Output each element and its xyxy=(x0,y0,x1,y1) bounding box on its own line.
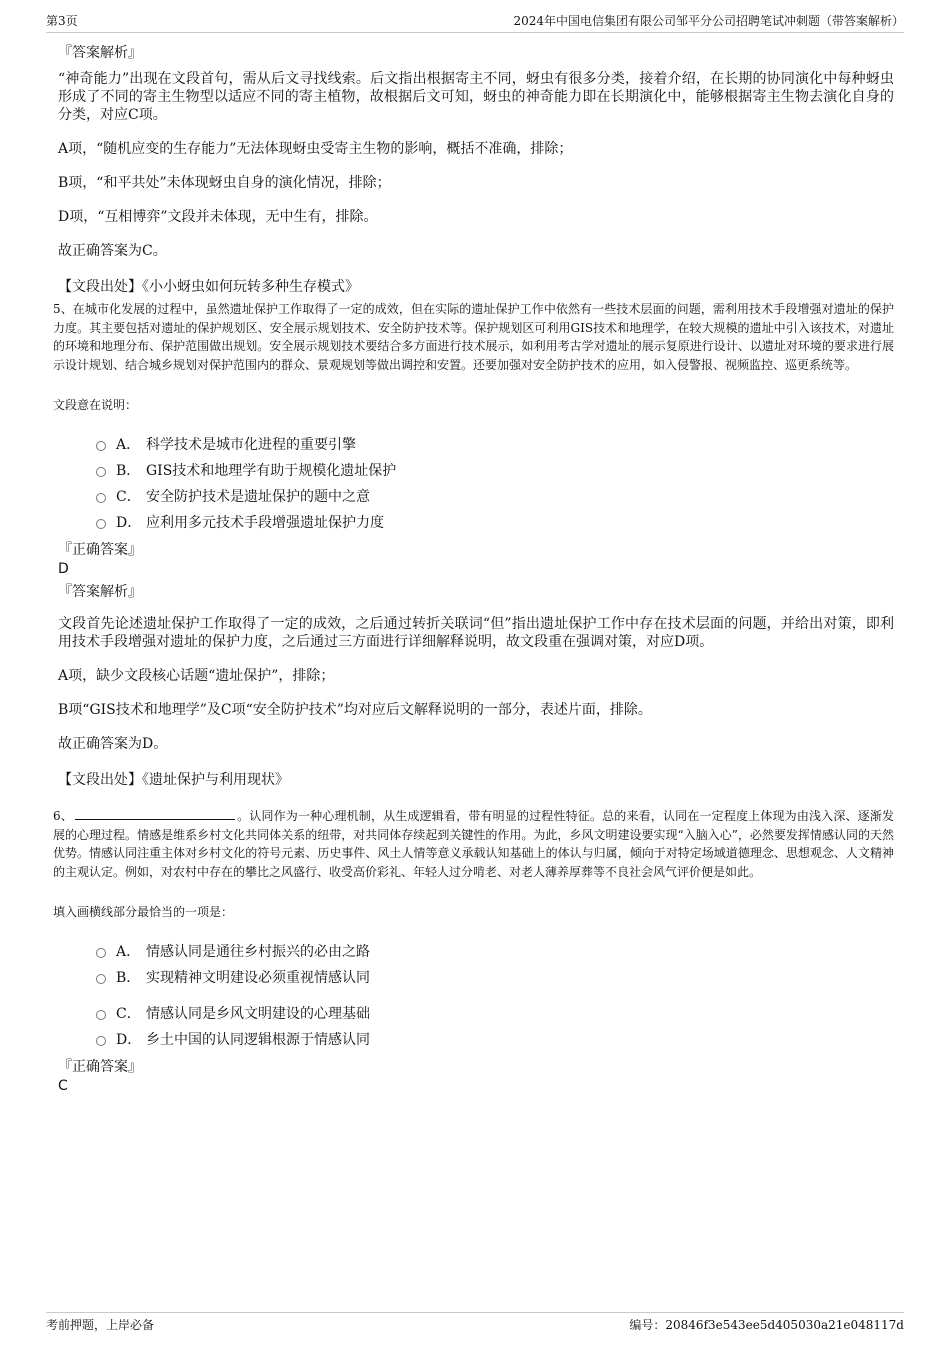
option-text: 科学技术是城市化进程的重要引擎 xyxy=(146,437,356,453)
radio-button-a[interactable] xyxy=(96,441,106,451)
radio-button-c[interactable] xyxy=(96,1010,106,1020)
analysis-conclusion: 故正确答案为D。 xyxy=(58,736,168,752)
radio-button-c[interactable] xyxy=(96,493,106,503)
radio-button-d[interactable] xyxy=(96,1036,106,1046)
option-letter: D． xyxy=(116,515,142,531)
question-5-options xyxy=(96,431,894,535)
radio-button-d[interactable] xyxy=(96,519,106,529)
option-letter: A． xyxy=(116,437,141,453)
document-id: 编号：20846f3e543ee5d405030a21e048117d xyxy=(629,1318,904,1332)
radio-button-a[interactable] xyxy=(96,948,106,958)
option-d[interactable] xyxy=(96,1026,894,1052)
question-5-text: 5、在城市化发展的过程中，虽然遗址保护工作取得了一定的成效，但在实际的遗址保护工作中依然有一些技术层面的问题，需利用技术手段增强对遗址的保护力度。其主要包括对遗址的保护规划区、安全展示规划技术、安全防护技术等。保护规划区可利用GIS技术和地理学，在较大规模的遗址中引入该技术，对遗址的环境和地理分布、保护范围做出规划。安全展示规划技术要结合多方面进行技术展示，如利用考古学对遗址的展示复原进行设计、以遗址对环境的要求进行展示设计规划、结合城乡规划对保护范围内的群众、景观规划等做出调控和安置。还要加强对安全防护技术的应用，如入侵警报、视频监控、巡更系统等。 xyxy=(53,302,894,372)
option-a[interactable] xyxy=(96,431,894,457)
option-letter: C． xyxy=(116,1006,141,1022)
option-letter: B． xyxy=(116,463,141,479)
option-b[interactable] xyxy=(96,457,894,483)
answer-analysis-tag: 『答案解析』 xyxy=(58,45,142,61)
option-letter: B． xyxy=(116,970,141,986)
question-6-text xyxy=(53,807,894,881)
fill-in-blank-line xyxy=(75,807,235,820)
question-6-options xyxy=(96,938,894,1052)
question-5-prompt: 文段意在说明： xyxy=(53,398,138,412)
source-citation: 【文段出处】《遗址保护与利用现状》 xyxy=(58,772,289,788)
page-number: 第3页 xyxy=(46,14,78,28)
source-citation: 【文段出处】《小小蚜虫如何玩转多种生存模式》 xyxy=(58,279,359,295)
analysis-paragraph: A项，“随机应变的生存能力”无法体现蚜虫受寄主生物的影响，概括不准确，排除； xyxy=(58,141,573,157)
option-b[interactable] xyxy=(96,964,894,990)
analysis-conclusion: 故正确答案为C。 xyxy=(58,243,167,259)
option-c[interactable] xyxy=(96,1000,894,1026)
option-d[interactable] xyxy=(96,509,894,535)
option-c[interactable] xyxy=(96,483,894,509)
analysis-paragraph: B项，“和平共处”未体现蚜虫自身的演化情况，排除； xyxy=(58,175,391,191)
page-content xyxy=(53,44,894,1100)
analysis-paragraph: “神奇能力”出现在文段首句，需从后文寻找线索。后文指出根据寄主不同，蚜虫有很多分类，接着介绍，在长期的协同演化中每种蚜虫形成了不同的寄主生物型以适应不同的寄主植物，故根据后文可知，蚜虫的神奇能力即在长期演化中，能够根据寄主生物去演化自身的分类，对应C项。 xyxy=(58,71,894,123)
option-text: 应利用多元技术手段增强遗址保护力度 xyxy=(146,515,384,531)
radio-button-b[interactable] xyxy=(96,974,106,984)
footer-slogan: 考前押题，上岸必备 xyxy=(46,1318,155,1332)
radio-button-b[interactable] xyxy=(96,467,106,477)
answer-analysis-tag: 『答案解析』 xyxy=(58,584,142,600)
option-text: 乡土中国的认同逻辑根源于情感认同 xyxy=(146,1032,370,1048)
option-text: 安全防护技术是遗址保护的题中之意 xyxy=(146,489,370,505)
option-letter: C． xyxy=(116,489,141,505)
correct-answer-value: C xyxy=(58,1078,68,1094)
analysis-paragraph: 文段首先论述遗址保护工作取得了一定的成效，之后通过转折关联词“但”指出遗址保护工作中存在技术层面的问题，并给出对策，即利用技术手段增强对遗址的保护力度，之后通过三方面进行详细解释说明，故文段重在强调对策，对应D项。 xyxy=(58,616,894,650)
page-footer xyxy=(46,1312,904,1333)
option-letter: D． xyxy=(116,1032,142,1048)
option-text: 情感认同是通往乡村振兴的必由之路 xyxy=(146,944,370,960)
option-a[interactable] xyxy=(96,938,894,964)
correct-answer-tag: 『正确答案』 xyxy=(58,542,142,558)
question-6-body: 。认同作为一种心理机制，从生成逻辑看，带有明显的过程性特征。总的来看，认同在一定程度上体现为由浅入深、逐渐发展的心理过程。情感是维系乡村文化共同体关系的纽带，对共同体存续起到关键性的作用。为此，乡风文明建设要实现“入脑入心”，必然要发挥情感认同的天然优势。情感认同注重主体对乡村文化的符号元素、历史事件、风土人情等意义承载认知基础上的体认与归属，倾向于对特定场域道德理念、思想观念、人文精神的主观认定。例如，对农村中存在的攀比之风盛行、收受高价彩礼、年轻人过分啃老、对老人薄养厚葬等不良社会风气评价便是如此。 xyxy=(53,809,894,879)
option-text: 情感认同是乡风文明建设的心理基础 xyxy=(146,1006,370,1022)
question-6-prompt: 填入画横线部分最恰当的一项是： xyxy=(53,905,234,919)
correct-answer-tag: 『正确答案』 xyxy=(58,1059,142,1075)
option-text: GIS技术和地理学有助于规模化遗址保护 xyxy=(146,463,397,479)
document-title: 2024年中国电信集团有限公司邹平分公司招聘笔试冲刺题（带答案解析） xyxy=(513,14,904,28)
analysis-paragraph: B项“GIS技术和地理学”及C项“安全防护技术”均对应后文解释说明的一部分，表述片面，排除。 xyxy=(58,702,652,718)
analysis-paragraph: D项，“互相博弈”文段并未体现，无中生有，排除。 xyxy=(58,209,378,225)
option-text: 实现精神文明建设必须重视情感认同 xyxy=(146,970,370,986)
page-header xyxy=(46,12,904,33)
correct-answer-value: D xyxy=(58,561,69,577)
question-6-number: 6、 xyxy=(53,809,73,823)
analysis-paragraph: A项，缺少文段核心话题“遗址保护”，排除； xyxy=(58,668,335,684)
option-letter: A． xyxy=(116,944,141,960)
